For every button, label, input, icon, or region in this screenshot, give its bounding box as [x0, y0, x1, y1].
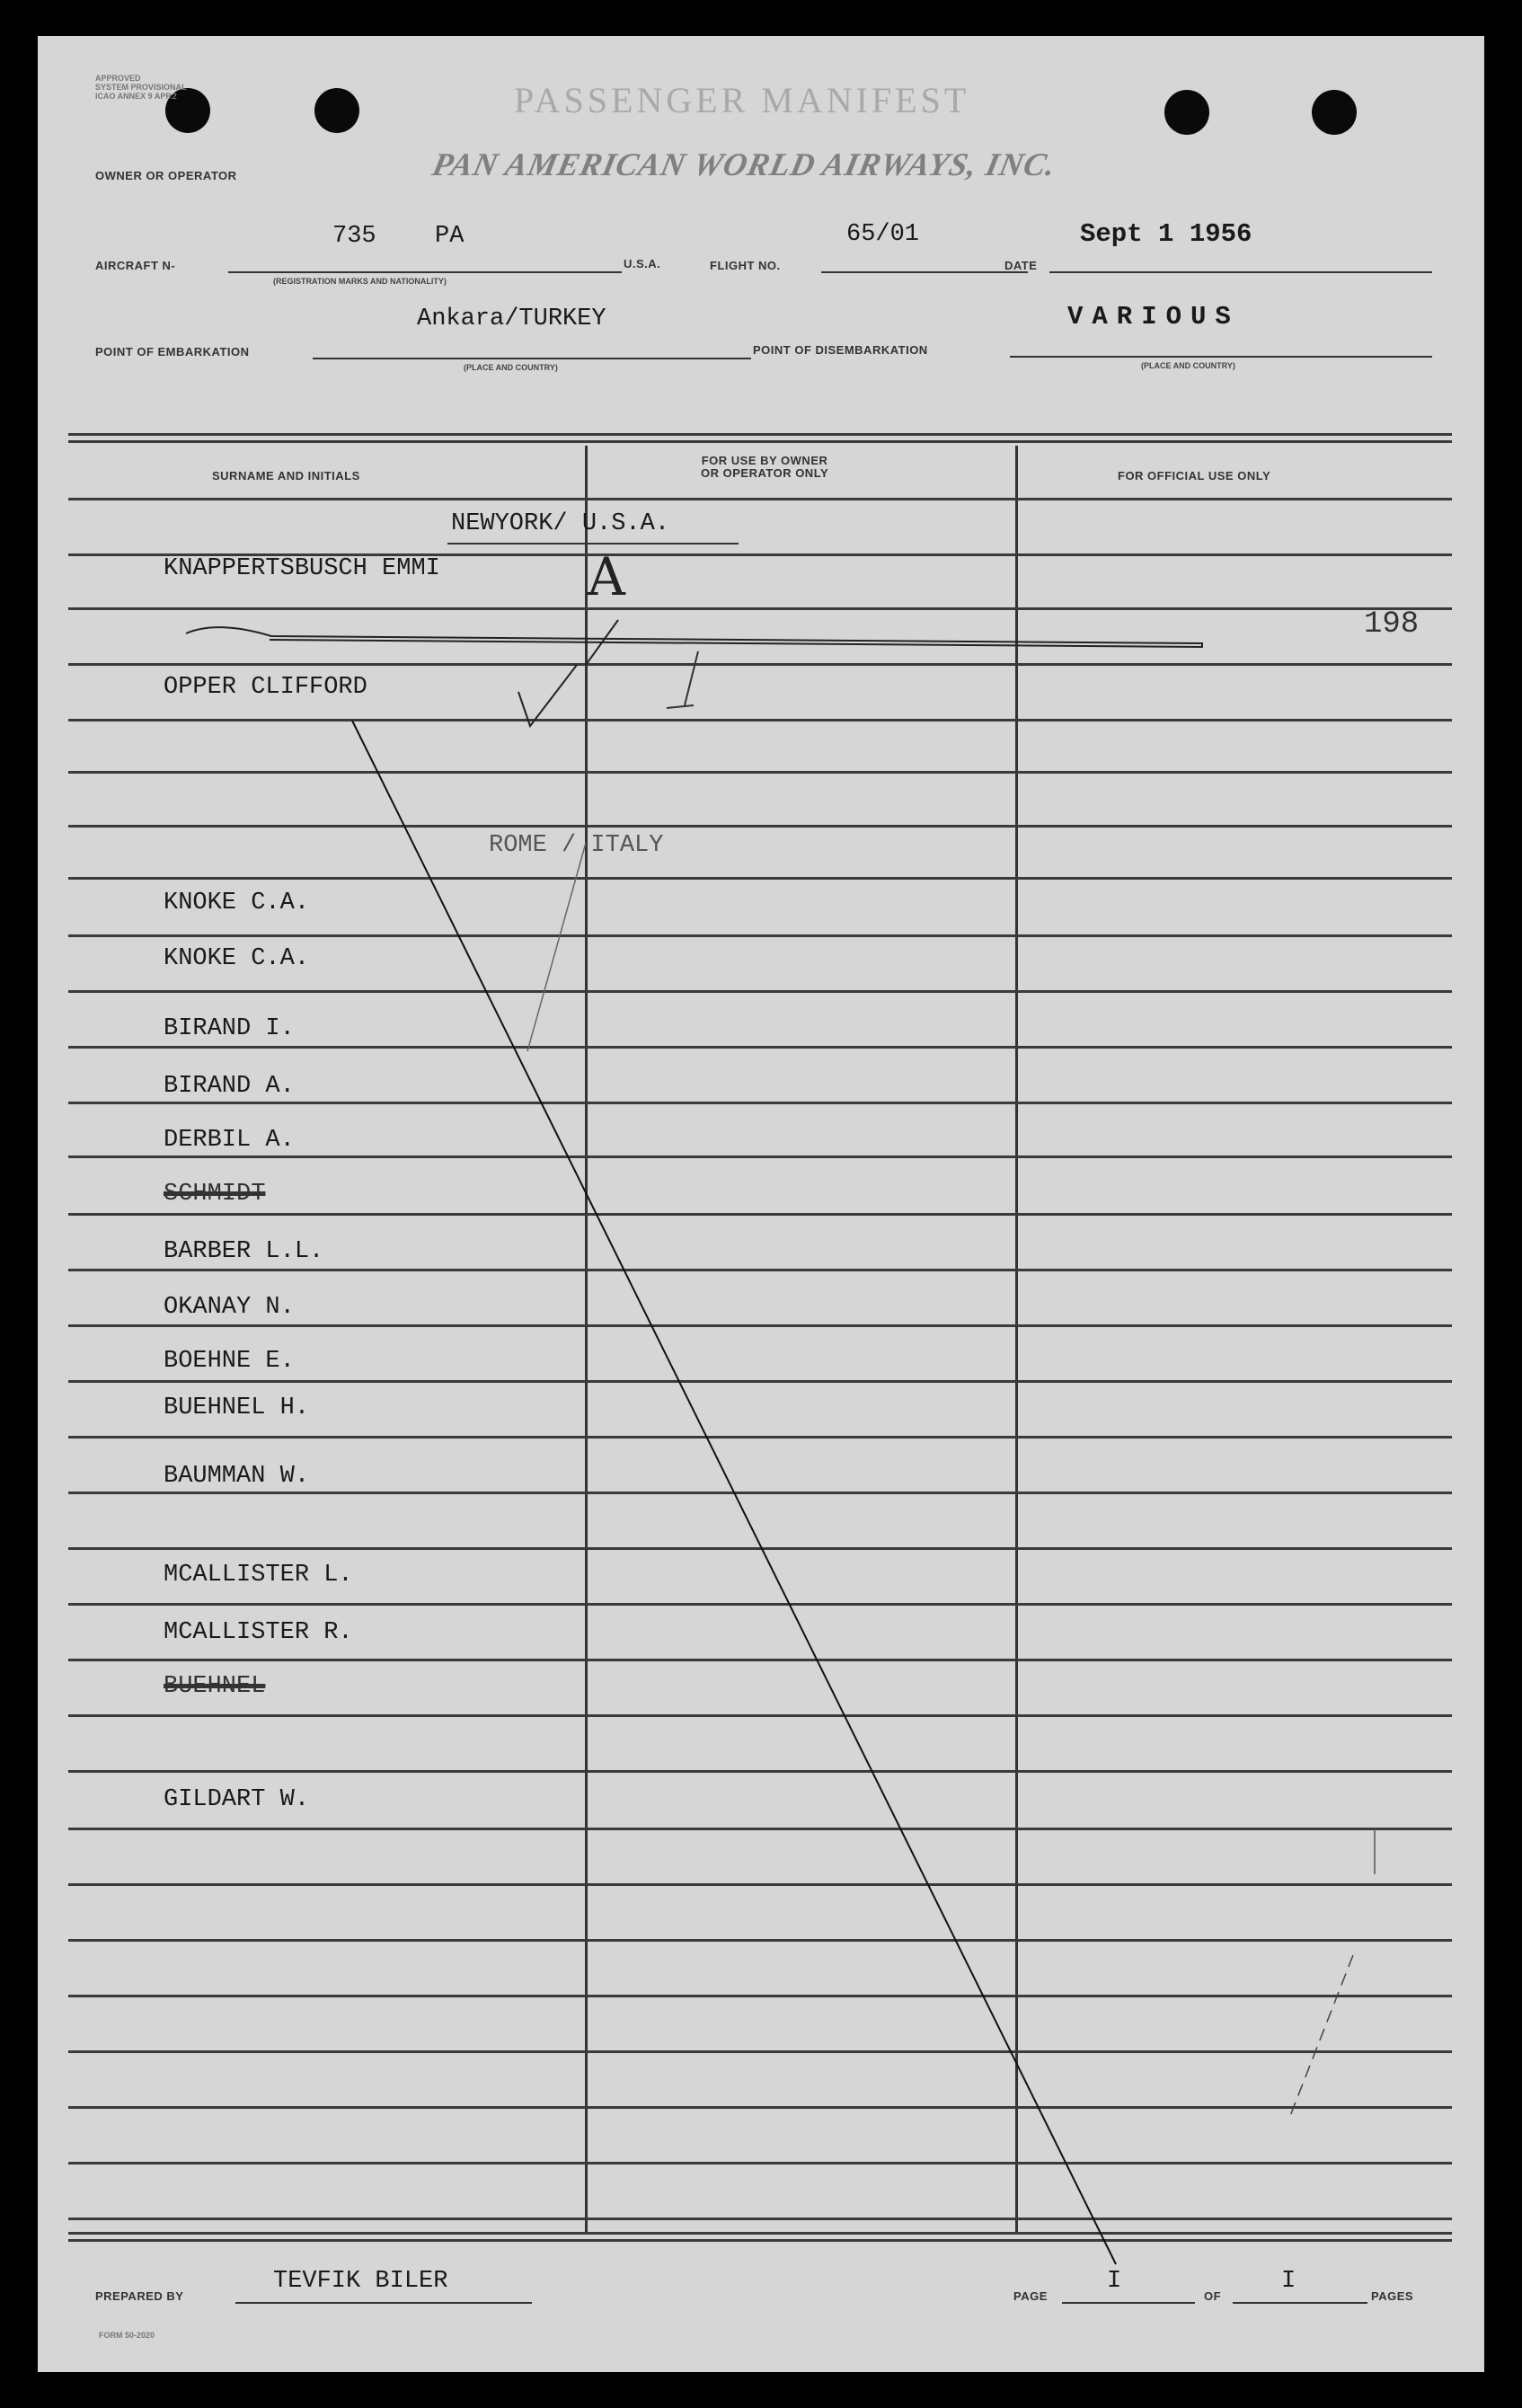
passenger-name-struck: BUEHNEL — [164, 1673, 266, 1700]
passenger-name: OPPER CLIFFORD — [164, 674, 367, 701]
column-header-surname: SURNAME AND INITIALS — [212, 469, 360, 482]
flight-number: 65/01 — [846, 221, 920, 248]
of-label: OF — [1204, 2289, 1222, 2303]
pen-strokes — [38, 36, 1484, 2372]
passenger-name: KNOKE C.A. — [164, 890, 310, 916]
page-number: I — [1107, 2268, 1122, 2295]
column-header-official: FOR OFFICIAL USE ONLY — [1118, 469, 1271, 482]
date-label: DATE — [1004, 259, 1038, 272]
embarkation-value: Ankara/TURKEY — [417, 305, 606, 332]
approval-note: APPROVED SYSTEM PROVISIONAL ICAO ANNEX 9 APP.2 — [95, 74, 187, 101]
passenger-name: OKANAY N. — [164, 1294, 295, 1321]
passenger-name: BAUMMAN W. — [164, 1463, 310, 1490]
aircraft-label: AIRCRAFT N- — [95, 259, 176, 272]
aircraft-nationality: U.S.A. — [624, 257, 661, 270]
passenger-name: GILDART W. — [164, 1786, 310, 1813]
page-label: PAGE — [1013, 2289, 1048, 2303]
passenger-name: DERBIL A. — [164, 1127, 295, 1154]
company-name: PAN AMERICAN WORLD AIRWAYS, INC. — [429, 146, 1060, 182]
passenger-name: BARBER L.L. — [164, 1238, 324, 1265]
aircraft-number: 735 — [332, 223, 376, 250]
form-title: PASSENGER MANIFEST — [514, 80, 970, 120]
column-header-owner-use: FOR USE BY OWNER OR OPERATOR ONLY — [701, 454, 829, 480]
passenger-name: BIRAND A. — [164, 1073, 295, 1100]
aircraft-sub-label: (REGISTRATION MARKS AND NATIONALITY) — [273, 277, 447, 286]
prepared-by-label: PREPARED BY — [95, 2289, 184, 2303]
destination-newyork: NEWYORK/ U.S.A. — [451, 510, 670, 537]
pages-label: PAGES — [1371, 2289, 1414, 2303]
disembarkation-value: VARIOUS — [1067, 302, 1240, 332]
owner-label: OWNER OR OPERATOR — [95, 169, 237, 182]
passenger-name: MCALLISTER L. — [164, 1562, 353, 1589]
destination-rome: ROME / ITALY — [489, 832, 664, 859]
manifest-sheet — [38, 36, 1484, 2372]
embarkation-label: POINT OF EMBARKATION — [95, 345, 250, 359]
aircraft-suffix: PA — [435, 223, 465, 250]
embarkation-sub-label: (PLACE AND COUNTRY) — [464, 363, 558, 372]
flight-label: FLIGHT NO. — [710, 259, 781, 272]
date-value: Sept 1 1956 — [1080, 219, 1252, 249]
passenger-name: BUEHNEL H. — [164, 1394, 310, 1421]
passenger-name: BIRAND I. — [164, 1015, 295, 1042]
passenger-name: KNAPPERTSBUSCH EMMI — [164, 555, 440, 582]
disembarkation-label: POINT OF DISEMBARKATION — [753, 343, 928, 357]
passenger-name: BOEHNE E. — [164, 1348, 295, 1375]
prepared-by-value: TEVFIK BILER — [273, 2268, 448, 2295]
total-pages: I — [1281, 2268, 1296, 2295]
passenger-name: KNOKE C.A. — [164, 945, 310, 972]
form-code: FORM 50-2020 — [99, 2331, 155, 2340]
disembarkation-sub-label: (PLACE AND COUNTRY) — [1141, 361, 1235, 370]
handwritten-mark-a: A — [588, 546, 625, 607]
passenger-name: MCALLISTER R. — [164, 1619, 353, 1646]
handwritten-number: 198 — [1364, 607, 1420, 642]
passenger-name-struck: SCHMIDT — [164, 1181, 266, 1208]
